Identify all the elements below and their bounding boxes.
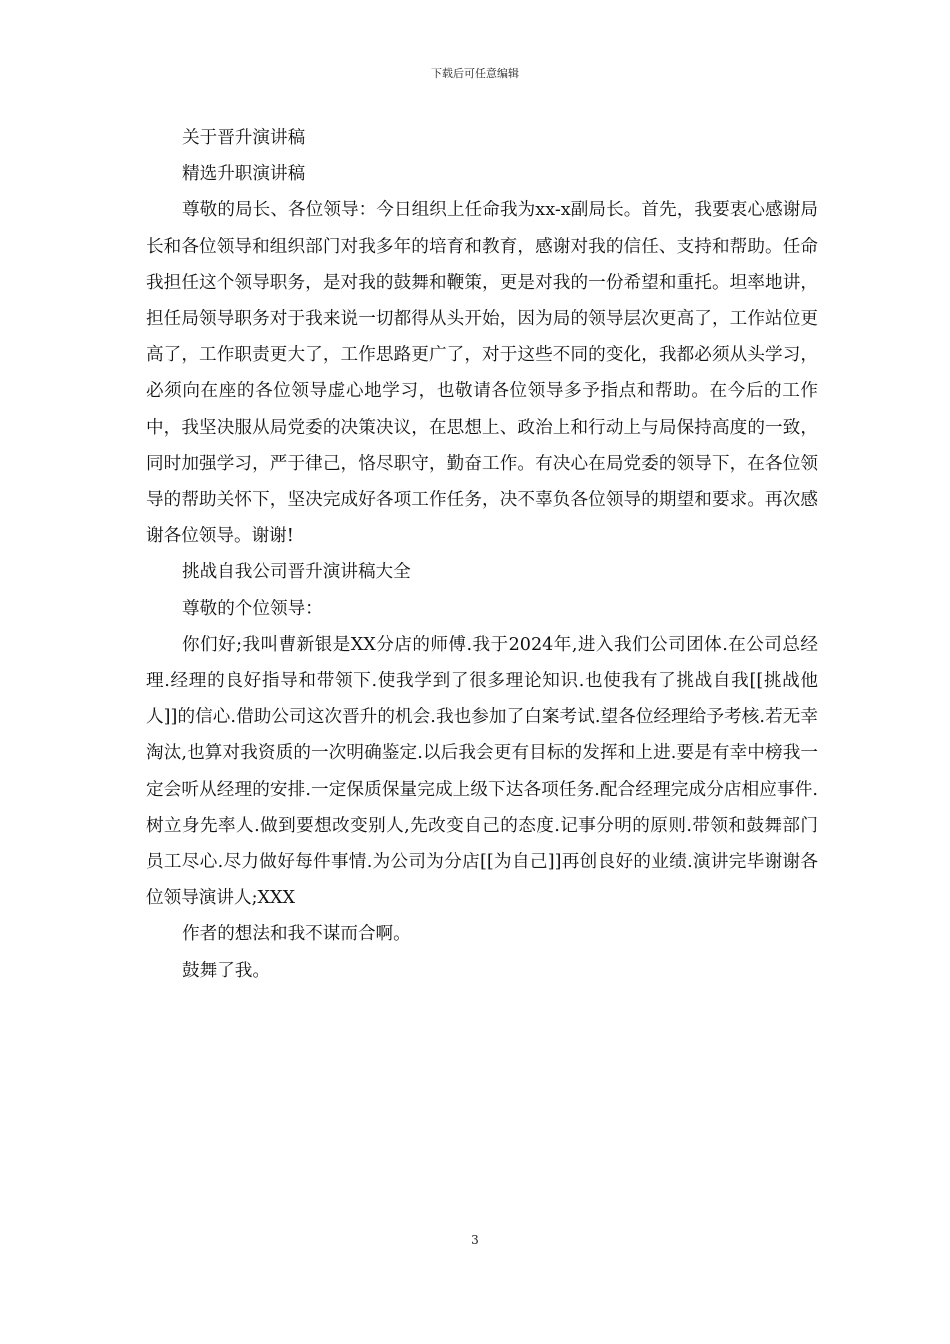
body-paragraph: 你们好;我叫曹新银是XX分店的师傅.我于2024年,进入我们公司团体.在公司总经理.经理的良好指导和带领下.使我学到了很多理论知识.也使我有了挑战自我[[挑战他人]]的信心.借助公司这次晋升的机会.我也参加了白案考试.望各位经理给予考核.若无幸淘汰,也算对我资质的一次明确鉴定.以后我会更有目标的发挥和上进.要是有幸中榜我一定会听从经理的安排.一定保质保量完成上级下达各项任务.配合经理完成分店相应事件.树立身先率人.做到要想改变别人,先改变自己的态度.记事分明的原则.带领和鼓舞部门员工尽心.尽力做好每件事情.为公司为分店[[为自己]]再创良好的业绩.演讲完毕谢谢各位领导演讲人;XXX: [146, 634, 818, 909]
page-header: 下载后可任意编辑: [431, 67, 519, 80]
document-title: 关于晋升演讲稿: [182, 128, 306, 148]
page-number: 3: [471, 1233, 479, 1247]
section-heading: 精选升职演讲稿: [182, 164, 306, 185]
section-heading: 挑战自我公司晋升演讲稿大全: [182, 562, 411, 583]
comment-line: 作者的想法和我不谋而合啊。: [182, 924, 411, 945]
comment-line: 鼓舞了我。: [182, 960, 270, 981]
document-body: [146, 120, 818, 989]
salutation: 尊敬的个位领导：: [182, 598, 323, 619]
body-paragraph: 尊敬的局长、各位领导：今日组织上任命我为xx-x副局长。首先，我要衷心感谢局长和各位领导和组织部门对我多年的培育和教育，感谢对我的信任、支持和帮助。任命我担任这个领导职务，是对我的鼓舞和鞭策，更是对我的一份希望和重托。坦率地讲，担任局领导职务对于我来说一切都得从头开始，因为局的领导层次更高了，工作站位更高了，工作职责更大了，工作思路更广了，对于这些不同的变化，我都必须从头学习，必须向在座的各位领导虚心地学习，也敬请各位领导多予指点和帮助。在今后的工作中，我坚决服从局党委的决策决议，在思想上、政治上和行动上与局保持高度的一致，同时加强学习，严于律己，恪尽职守，勤奋工作。有决心在局党委的领导下，在各位领导的帮助关怀下，坚决完成好各项工作任务，决不辜负各位领导的期望和要求。再次感谢各位领导。谢谢!: [146, 200, 818, 547]
